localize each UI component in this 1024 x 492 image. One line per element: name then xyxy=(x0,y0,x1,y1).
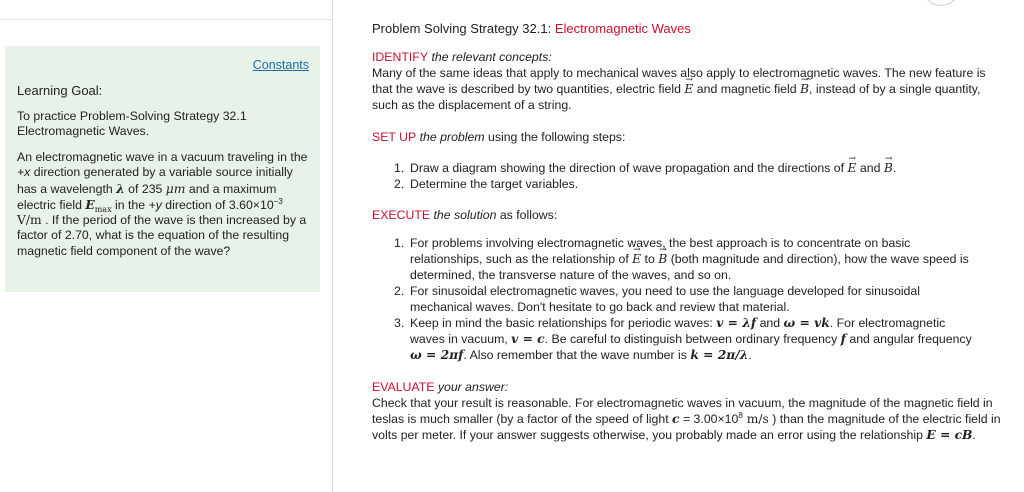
constants-link[interactable]: Constants xyxy=(252,58,309,72)
setup-section: SET UP the problem using the following steps: 1. Draw a diagram showing the direction of wave propagation and the directions of → E and → B. 2. Determine the target variables. xyxy=(372,129,1008,192)
identify-section: IDENTIFY the relevant concepts: Many of the same ideas that apply to mechanical waves also apply to electromagnetic waves. The new feature is that the wave is described by two quantities, electric field → E and magnetic field → B, instead of by a single quantity, such as the displacement of a string. xyxy=(372,49,1008,113)
setup-step: 1. Draw a diagram showing the direction of wave propagation and the directions of → E and → B. xyxy=(372,160,1008,176)
execute-step: 3. Keep in mind the basic relationships for periodic waves: v = λf and ω = vk. For electromagnetic waves in vacuum, v = c. Be careful to distinguish between ordinary frequency f and angular frequency ω = 2πf. Also remember that the wave number is k = 2π/λ. xyxy=(394,315,972,362)
identify-text: Many of the same ideas that apply to mechanical waves also apply to electromagnetic waves. The new feature is that the wave is described by two quantities, electric field → E and magnetic field → B, instead of by a single quantity, such as the displacement of a string. xyxy=(372,65,1008,113)
corner-circle xyxy=(922,0,960,6)
column-divider xyxy=(332,0,333,492)
strategy-title: Problem Solving Strategy 32.1: Electromagnetic Waves xyxy=(372,21,691,36)
execute-section: EXECUTE the solution as follows: 1. For problems involving electromagnetic waves, the best approach is to concentrate on basic relationships, such as the relationship of → E to → B (both magnitude and direction), how the wave speed is determined, the transverse nature of the waves, and so on. 2. For sinusoidal electromagnetic waves, you need to use the language developed for sinusoidal mechanical waves. Don't hesitate to go back and review that material. 3. Keep in mind the basic relationships for periodic waves: v = λf and ω = vk. For electromagnetic waves in vacuum, v = c. Be careful to distinguish between ordinary frequency f and angular frequency ω = 2πf. Also remember that the wave number is k = 2π/λ. xyxy=(372,207,1008,363)
learning-goal-title: Learning Goal: xyxy=(17,83,103,98)
problem-statement: An electromagnetic wave in a vacuum traveling in the +x direction generated by a variable source initially has a wavelength λ of 235 μm and a maximum electric field $E_{max}$ in the +y direction of $3.60\times 10^{-3}$ V/m . If the period of the wave is then increased by a factor of 2.70, what is the equation of the resulting magnetic field component of the wave? xyxy=(17,150,308,258)
setup-step: 2. Determine the target variables. xyxy=(394,177,579,191)
learning-goal-text: To practice Problem-Solving Strategy 32.1 Electromagnetic Waves. xyxy=(17,109,247,138)
top-divider xyxy=(0,19,332,20)
learning-goal-panel xyxy=(5,46,320,292)
execute-step: 1. For problems involving electromagnetic waves, the best approach is to concentrate on basic relationships, such as the relationship of → E to → B (both magnitude and direction), how the wave speed is determined, the transverse nature of the waves, and so on. xyxy=(372,235,972,283)
execute-step: 2. For sinusoidal electromagnetic waves, you need to use the language developed for sinusoidal mechanical waves. Don't hesitate to go back and review that material. xyxy=(394,284,920,314)
evaluate-text: Check that your result is reasonable. For electromagnetic waves in vacuum, the magnitude of the magnetic field in teslas is much smaller (by a factor of the speed of light $c = 3.00\times 10^8$ m/s ) than the magnitude of the electric field in volts per meter. If your answer suggests otherwise, you probably made an error using the relationship E = cB. xyxy=(372,396,1001,442)
evaluate-section: EVALUATE your answer: Check that your result is reasonable. For electromagnetic waves in vacuum, the magnitude of the magnetic field in teslas is much smaller (by a factor of the speed of light $c = 3.00\times 10^8$ m/s ) than the magnitude of the electric field in volts per meter. If your answer suggests otherwise, you probably made an error using the relationship E = cB. xyxy=(372,379,1008,443)
